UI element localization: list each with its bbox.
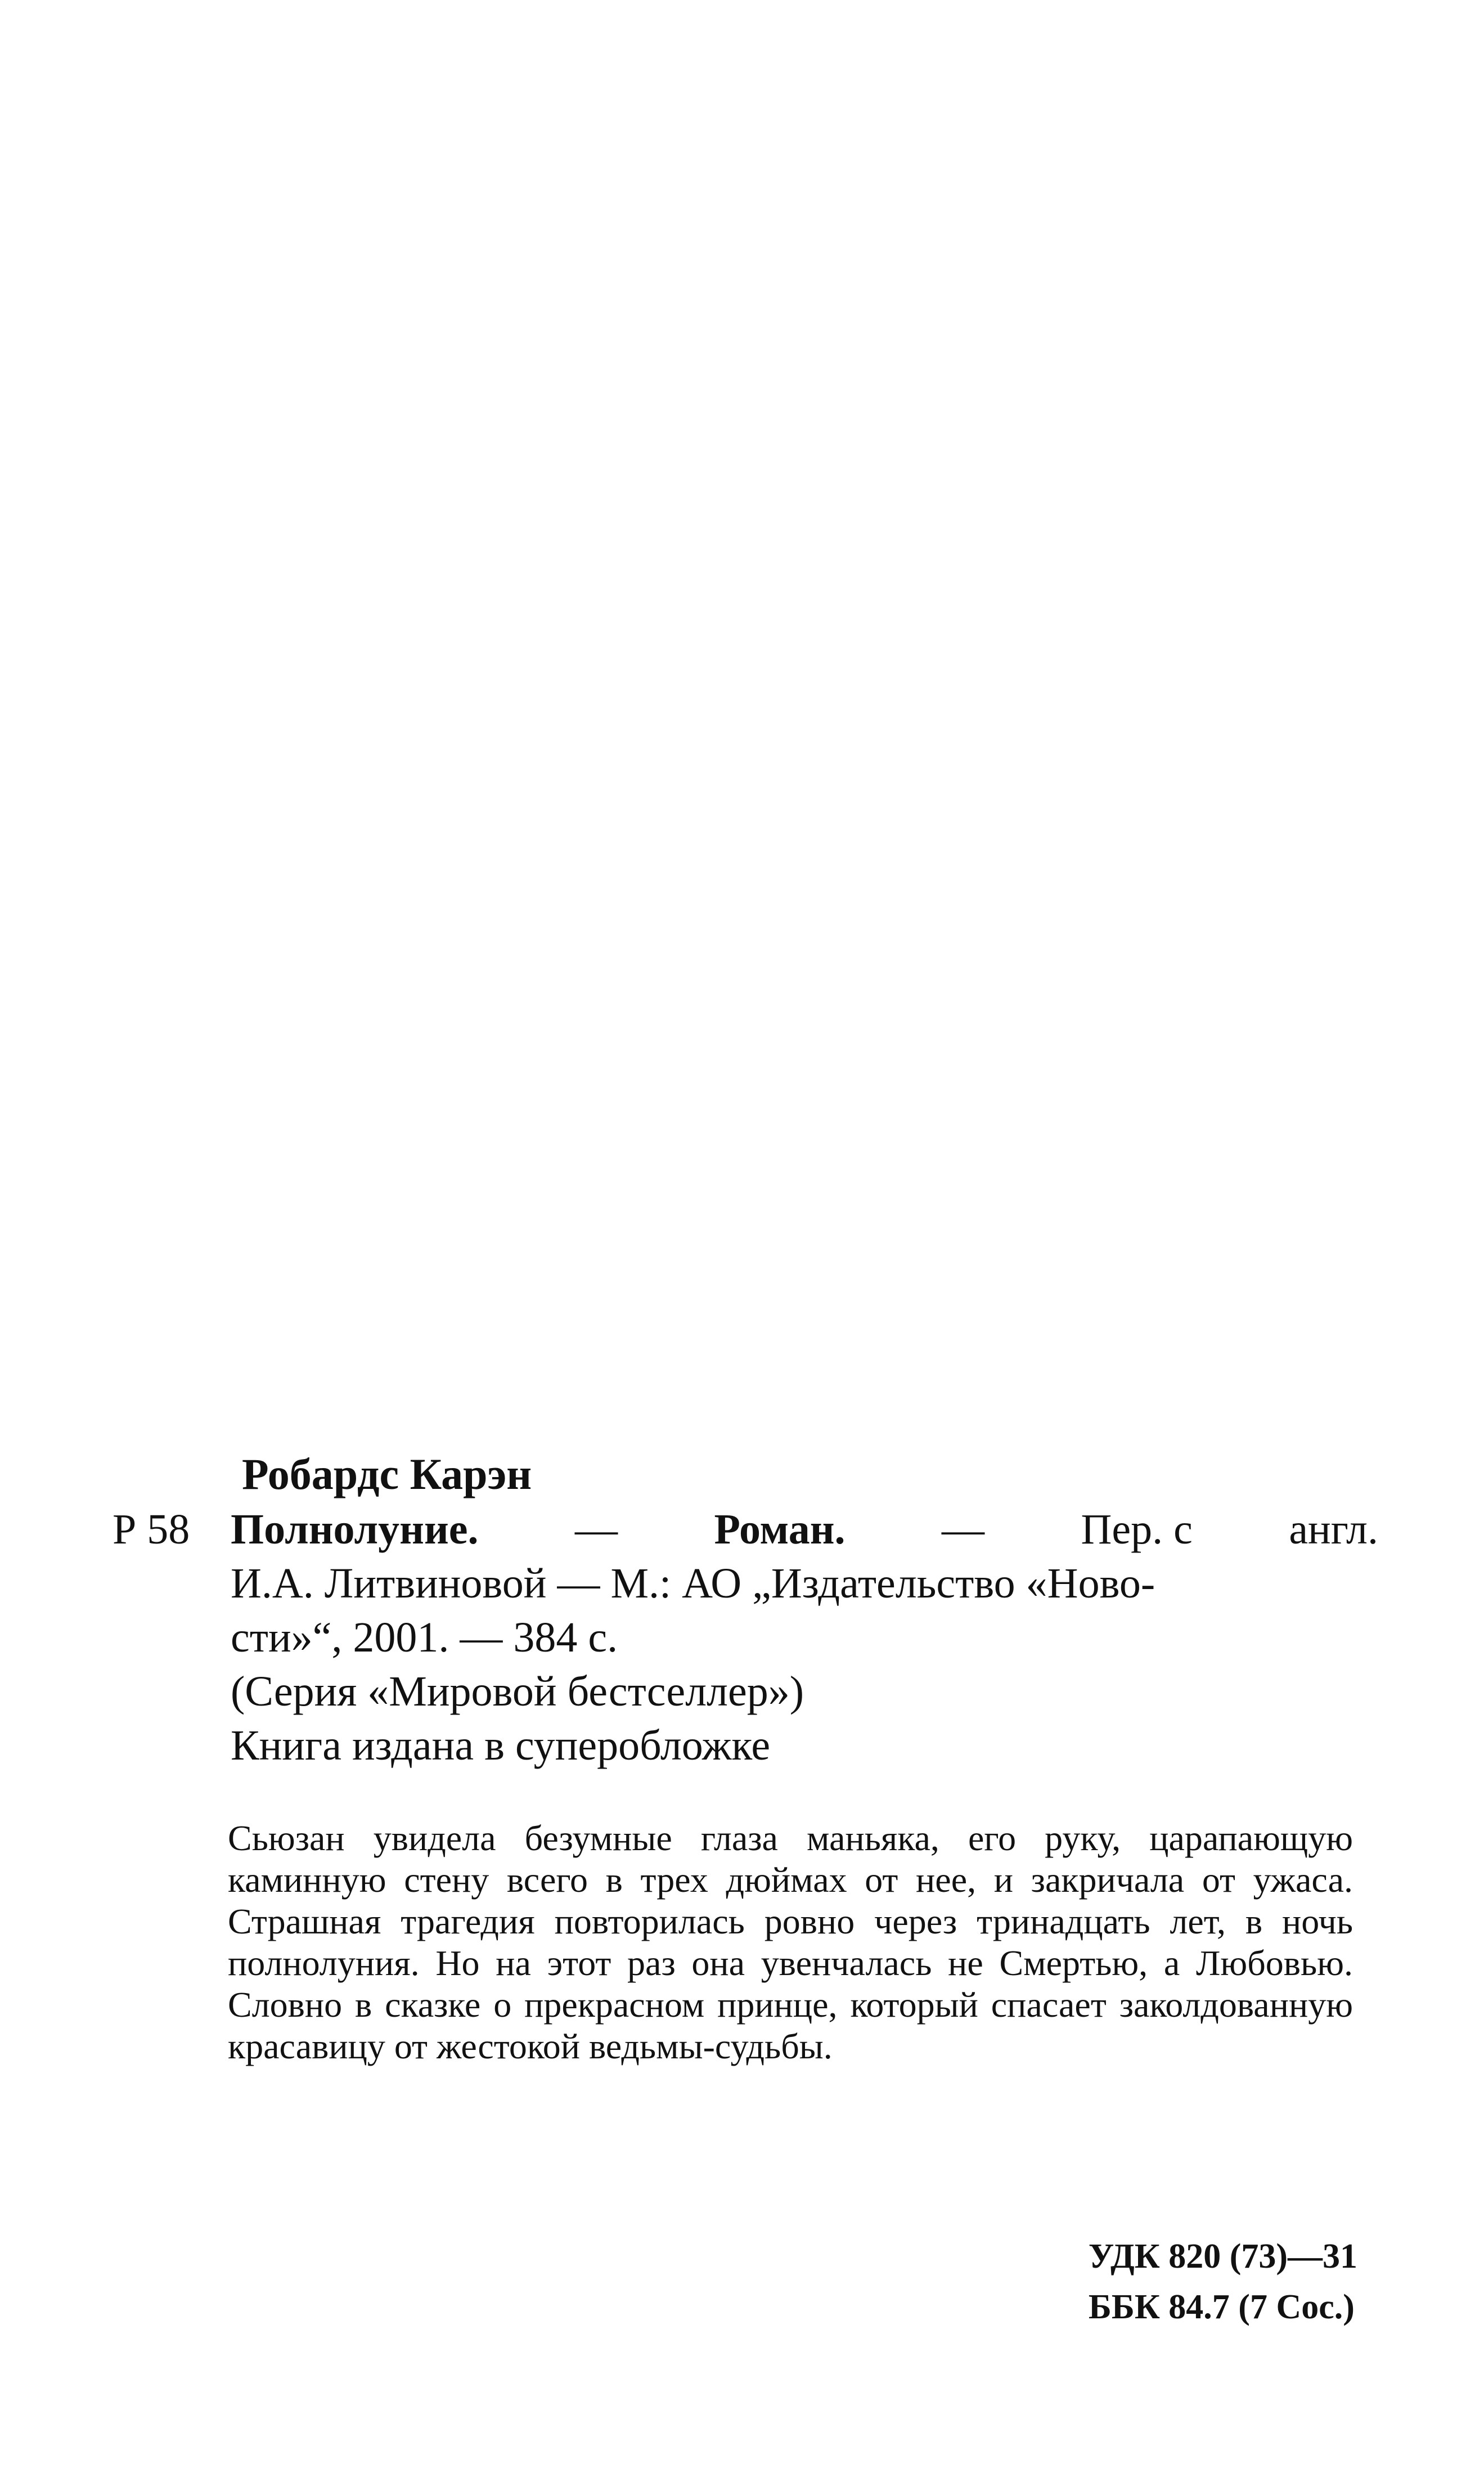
entry-line-publication: сти»“, 2001. — 384 с. [231, 1614, 618, 1661]
translation-note: Пер. с [1081, 1506, 1193, 1553]
source-language: англ. [1289, 1506, 1378, 1553]
entry-line-series: (Серия «Мировой бестселлер») [231, 1668, 804, 1715]
title-line [231, 1502, 1378, 1556]
catalog-code: Р 58 [113, 1506, 190, 1553]
title-dash-2: — [942, 1506, 985, 1553]
entry-line-edition: Книга издана в суперобложке [231, 1722, 771, 1769]
udk-code: УДК 820 (73)—31 [1088, 2237, 1357, 2276]
author-name: Робардс Карэн [242, 1450, 532, 1498]
bbk-code: ББК 84.7 (7 Сос.) [1088, 2288, 1355, 2326]
entry-body [231, 1502, 1378, 1772]
bibliographic-record [113, 1446, 1378, 1772]
classification-codes [1089, 2231, 1357, 2332]
catalog-entry [113, 1502, 1378, 1772]
annotation-paragraph: Сьюзан увидела безумные глаза маньяка, его руку, царапающую каминную стену всего в трех дюймах от нее, и закричала от ужаса. Страшная трагедия повторилась ровно через тринадцать лет, в ночь полнолуния. Но на этот раз она увенчалась не Смертью, а Любовью. Словно в сказке о прекрасном принце, который спасает заколдованную красавицу от жестокой ведьмы-судьбы. [228, 1818, 1353, 2066]
book-genre: Роман. [714, 1506, 846, 1553]
book-title: Полнолуние. [231, 1506, 479, 1553]
entry-line-translator: И.А. Литвиновой — М.: АО „Издательство «Ново- [231, 1560, 1155, 1607]
title-dash-1: — [574, 1506, 618, 1553]
